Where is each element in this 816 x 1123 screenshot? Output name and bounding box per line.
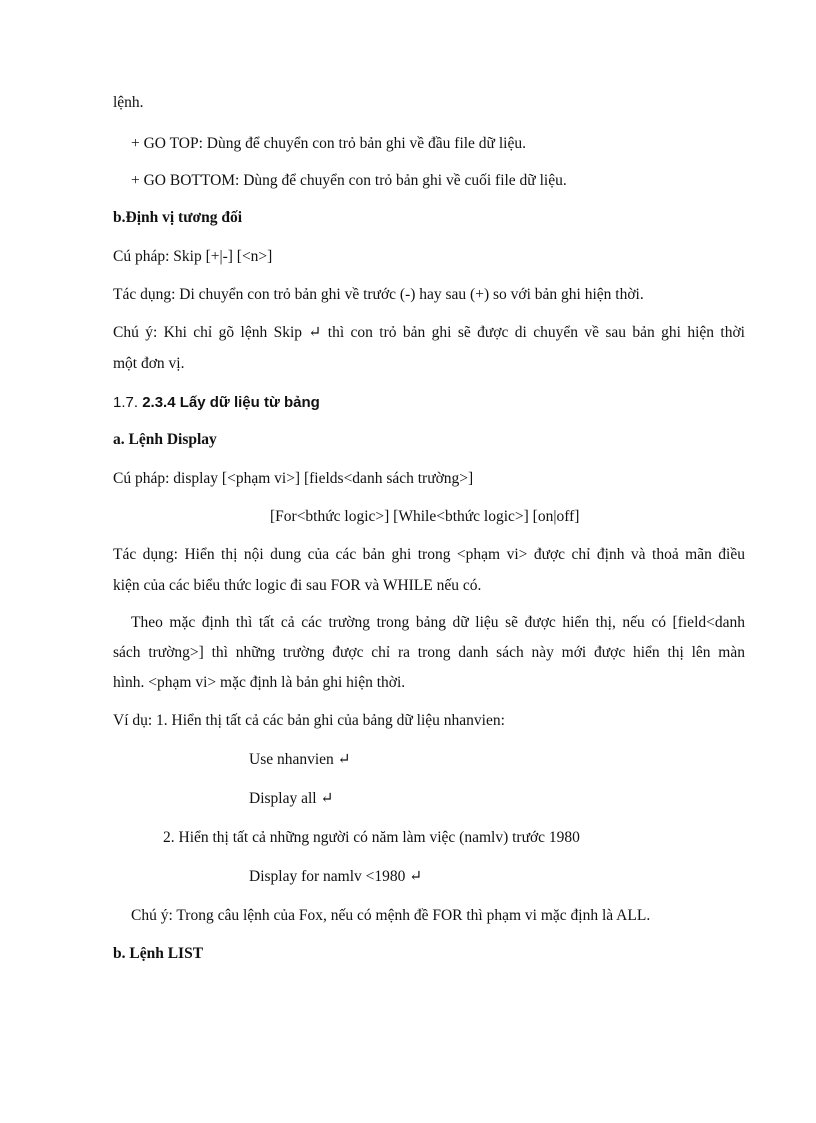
text-line: Chú ý: Trong câu lệnh của Fox, nếu có mệnh đề FOR thì phạm vi mặc định là ALL. — [131, 907, 651, 924]
code-line: Display all ↵ — [249, 790, 334, 807]
text-line: Tác dụng: Hiển thị nội dung của các bản ghi trong <phạm vi> được chỉ định và thoả mãn điều — [113, 546, 745, 563]
code-line: Display for namlv <1980 ↵ — [249, 868, 423, 885]
text-line: Ví dụ: 1. Hiển thị tất cả các bản ghi của bảng dữ liệu nhanvien: — [113, 712, 505, 729]
text-line: kiện của các biểu thức logic đi sau FOR và WHILE nếu có. — [113, 577, 482, 594]
section-heading — [113, 393, 320, 413]
syntax-line: [For<bthức logic>] [While<bthức logic>] [on|off] — [270, 508, 580, 525]
code-line: Use nhanvien ↵ — [249, 751, 351, 768]
text-line: + GO TOP: Dùng để chuyển con trỏ bản ghi về đầu file dữ liệu. — [131, 135, 526, 152]
syntax-line: Cú pháp: display [<phạm vi>] [fields<danh sách trường>] — [113, 470, 474, 487]
text-line: sách trường>] thì những trường được chỉ ra trong danh sách này mới được hiển thị lên màn — [113, 644, 745, 661]
subsection-heading: b. Lệnh LIST — [113, 945, 204, 962]
subsection-heading: b.Định vị tương đối — [113, 209, 243, 226]
text-line: hình. <phạm vi> mặc định là bản ghi hiện thời. — [113, 674, 406, 691]
text-line: 2. Hiển thị tất cả những người có năm làm việc (namlv) trước 1980 — [163, 829, 580, 846]
text-line: Tác dụng: Di chuyển con trỏ bản ghi về trước (-) hay sau (+) so với bản ghi hiện thời. — [113, 286, 644, 303]
text-line: lệnh. — [113, 94, 144, 111]
text-line: + GO BOTTOM: Dùng để chuyển con trỏ bản ghi về cuối file dữ liệu. — [131, 172, 567, 189]
section-title: 2.3.4 Lấy dữ liệu từ bảng — [142, 394, 320, 411]
subsection-heading: a. Lệnh Display — [113, 431, 217, 448]
text-line: Chú ý: Khi chỉ gõ lệnh Skip ↵ thì con trỏ bản ghi sẽ được di chuyển về sau bản ghi hiện thời — [113, 324, 745, 341]
text-line: Theo mặc định thì tất cả các trường trong bảng dữ liệu sẽ được hiển thị, nếu có [field<danh — [131, 614, 745, 631]
text-line: một đơn vị. — [113, 355, 185, 372]
section-number: 1.7. — [113, 394, 139, 411]
text-line: Cú pháp: Skip [+|-] [<n>] — [113, 248, 273, 265]
